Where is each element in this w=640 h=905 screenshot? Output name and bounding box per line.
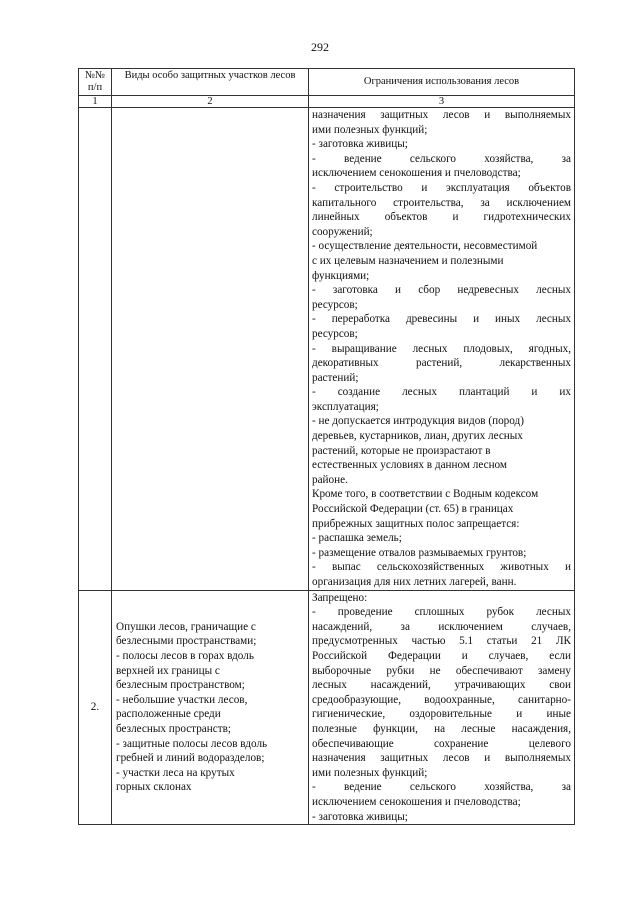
text-line: - небольшие участки лесов,: [116, 693, 248, 706]
column-index: 3: [309, 96, 575, 108]
text-line: ресурсов;: [312, 327, 358, 340]
text-line: районе.: [312, 473, 348, 486]
text-line: ресурсов;: [312, 298, 358, 311]
row-number: 2.: [79, 590, 112, 825]
text-line: растений;: [312, 371, 359, 384]
text-line: верхней их границы с: [116, 664, 220, 677]
text-line: - ведение сельского хозяйства, за: [312, 781, 571, 794]
text-line: лесных насаждений, утрачивающих свои: [312, 679, 571, 692]
text-line: естественных условиях в данном лесном: [312, 459, 508, 472]
text-line: Кроме того, в соответствии с Водным кодексом: [312, 488, 539, 501]
text-line: - проведение сплошных рубок лесных: [312, 606, 571, 619]
table-row: [79, 108, 575, 591]
text-line: гребней и линий водоразделов;: [116, 752, 265, 765]
text-line: обеспечивающие сохранение целевого: [312, 737, 571, 750]
text-line: сооружений;: [312, 225, 373, 238]
text-line: - выращивание лесных плодовых, ягодных,: [312, 342, 571, 355]
text-line: организация для них летних лагерей, ванн.: [312, 576, 517, 588]
text-line: декоративных растений, лекарственных: [312, 357, 571, 370]
text-line: выборочные рубки не обеспечивают замену: [312, 664, 571, 677]
text-line: расположенные среди: [116, 708, 221, 721]
text-line: - заготовка живицы;: [312, 810, 408, 823]
text-line: - создание лесных плантаций и их: [312, 386, 571, 399]
text-line: с их целевым назначением и полезными: [312, 254, 504, 267]
text-line: - защитные полосы лесов вдоль: [116, 737, 268, 750]
forest-types-cell: [112, 590, 309, 825]
text-line: исключением сенокошения и пчеловодства;: [312, 167, 521, 180]
text-line: деревьев, кустарников, лиан, других лесных: [312, 430, 523, 443]
text-line: - размещение отвалов размываемых грунтов;: [312, 546, 527, 559]
text-line: - переработка древесины и иных лесных: [312, 313, 571, 326]
forest-restrictions-table: [78, 68, 575, 825]
text-line: ими полезных функций;: [312, 766, 428, 779]
restrictions-cell: [309, 590, 575, 825]
text-line: прибрежных защитных полос запрещается:: [312, 517, 520, 530]
text-line: исключением сенокошения и пчеловодства;: [312, 795, 521, 808]
text-line: - полосы лесов в горах вдоль: [116, 649, 254, 662]
text-line: - участки леса на крутых: [116, 766, 235, 779]
header-restrictions: Ограничения использования лесов: [309, 69, 575, 96]
page-number: 292: [311, 40, 329, 54]
text-line: ими полезных функций;: [312, 123, 428, 136]
text-line: средообразующие, водоохранные, санитарно-: [312, 693, 571, 706]
column-index: 2: [112, 96, 309, 108]
text-line: - выпас сельскохозяйственных животных и: [312, 561, 571, 574]
text-line: эксплуатация;: [312, 400, 379, 413]
row-number: [79, 108, 112, 591]
text-line: Российской Федерации и случаев, если: [312, 649, 571, 662]
text-line: капитального строительства, за исключением: [312, 196, 571, 209]
forest-types-cell: [112, 108, 309, 591]
text-line: предусмотренных частью 5.1 статьи 21 ЛК: [312, 635, 571, 648]
text-line: безлесных пространств;: [116, 722, 231, 735]
column-index-row: [79, 96, 575, 108]
table-row: [79, 590, 575, 825]
header-number: №№ п/п: [79, 69, 112, 96]
text-line: Запрещено:: [312, 591, 368, 604]
text-line: безлесным пространством;: [116, 679, 245, 692]
text-line: назначения защитных лесов и выполняемых: [312, 752, 571, 765]
text-line: Российской Федерации (ст. 65) в границах: [312, 503, 514, 516]
text-line: - заготовка и сбор недревесных лесных: [312, 284, 571, 297]
text-line: - не допускается интродукция видов (пород): [312, 415, 524, 428]
text-line: линейных объектов и гидротехнических: [312, 211, 571, 224]
text-line: функциями;: [312, 269, 370, 282]
text-line: - осуществление деятельности, несовместимой: [312, 240, 538, 253]
text-line: горных склонах: [116, 781, 192, 794]
header-forest-types: Виды особо защитных участков лесов: [112, 69, 309, 96]
text-line: - заготовка живицы;: [312, 138, 408, 151]
text-line: - строительство и эксплуатация объектов: [312, 181, 571, 194]
text-line: Опушки лесов, граничащие с: [116, 620, 256, 633]
restrictions-cell: [309, 108, 575, 591]
text-line: насаждений, за исключением случаев,: [312, 620, 571, 633]
text-line: - ведение сельского хозяйства, за: [312, 152, 571, 165]
text-line: гигиенические, оздоровительные и иные: [312, 708, 571, 721]
column-index: 1: [79, 96, 112, 108]
text-line: растений, которые не произрастают в: [312, 444, 491, 457]
table-header-row: [79, 69, 575, 96]
text-line: назначения защитных лесов и выполняемых: [312, 109, 571, 121]
text-line: безлесными пространствами;: [116, 635, 257, 648]
text-line: полезные функции, на лесные насаждения,: [312, 722, 571, 735]
text-line: - распашка земель;: [312, 532, 402, 545]
